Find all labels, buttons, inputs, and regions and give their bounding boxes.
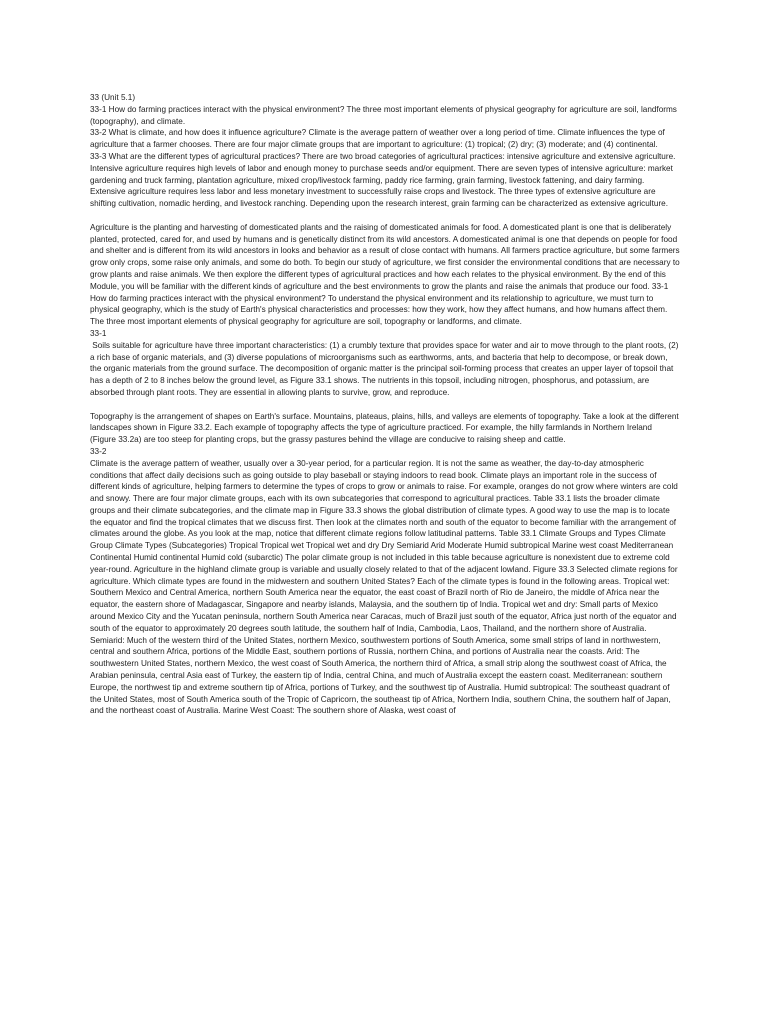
climate-paragraph: Climate is the average pattern of weather, usually over a 30-year period, for a particular region. It is not the same as weather, the day-to-day atmospheric conditions that affect daily decisions such as going outside to play baseball or staying indoors to read book. Climate plays an important role in the success of different kinds of agriculture, helping farmers to determine the types of crops to grow or animals to raise. For example, oranges do not grow where winters are cold and snowy. There are four major climate groups, each with its own subcategories that correspond to agricultural practices. Table 33.1 lists the broader climate groups and their climate subcategories, and the climate map in Figure 33.3 shows the global distribution of climate types. A good way to use the map is to locate the equator and find the tropical climates that we discuss first. Then look at the climates north and south of the equator to become familiar with the arrangement of climates around the globe. As you look at the map, notice that different climate regions follow latitudinal patterns. Table 33.1 Climate Groups and Types Climate Group Climate Types (Subcategories) Tropical Tropical wet Tropical wet and dry Dry Semiarid Arid Moderate Humid subtropical Marine west coast Mediterranean Continental Humid continental Humid cold (subarctic) The polar climate group is not included in this table because agriculture is nonexistent due to extreme cold year-round. Agriculture in the highland climate group is variable and usually closely related to that of the adjacent lowland. Figure 33.3 Selected climate regions for agriculture. Which climate types are found in the midwestern and southern United States? Each of the climate types is found in the following areas. Tropical wet: Southern Mexico and Central America, northern South America near the equator, the east coast of Brazil north of Rio de Janeiro, the middle of Africa near the equator, the eastern shore of Madagascar, Singapore and nearby islands, Malaysia, and the southern tip of India. Tropical wet and dry: Small parts of Mexico around Mexico City and the Yucatan peninsula, northern South America near Caracas, much of Brazil just south of the equator, Africa just north of the equator and south of the equator to approximately 20 degrees south latitude, the southern half of India, Cambodia, Laos, Thailand, and the northern shore of Australia. Semiarid: Much of the western third of the United States, northern Mexico, southwestern portions of South America, some small strips of land in northwestern, central and southern Africa, portions of the Middle East, southern portions of Russia, northern China, and portions of Australia near the coasts. Arid: The southwestern United States, northern Mexico, the west coast of South America, the northern third of Africa, a small strip along the southwest coast of Africa, the Arabian peninsula, central Asia east of Turkey, the eastern tip of India, central China, and much of Australia except the eastern coast. Mediterranean: southern Europe, the northwest tip and extreme southern tip of Africa, portions of Turkey, and the southwest tip of Australia. Humid subtropical: The southeast quadrant of the United States, most of South America south of the Tropic of Capricorn, the southeast tip of Africa, Northern India, southern China, the southern half of Japan, and the northeast coast of Australia. Marine West Coast: The southern shore of Alaska, west coast of bbox=[90, 458, 681, 716]
unit-heading: 33 (Unit 5.1) bbox=[90, 93, 136, 102]
paragraph-spacer bbox=[90, 399, 680, 411]
topography-paragraph: Topography is the arrangement of shapes on Earth's surface. Mountains, plateaus, plains, hills, and valleys are elements of topography. Take a look at the different landscapes shown in Figure 33.2. Each example of topography affects the type of agriculture practiced. For example, the hilly farmlands in Northern Ireland (Figure 33.2a) are too steep for planting crops, but the grassy pastures behind the village are conducive to raising sheep and cattle. bbox=[90, 411, 681, 445]
agriculture-paragraph: Agriculture is the planting and harvesting of domesticated plants and the raising of domesticated animals for food. A domesticated plant is one that is deliberately planted, protected, cared for, and used by humans and is genetically distinct from its wild ancestors. A domesticated animal is one that depends on people for food and shelter and is different from its wild ancestors in looks and behavior as a result of close contact with humans. All farmers practice agriculture, but some farmers grow only crops, some raise only animals, and some do both. To begin our study of agriculture, we first consider the environmental conditions that are necessary to grow plants and raise animals. We then explore the different types of agricultural practices and how each relates to the physical environment. By the end of this Module, you will be familiar with the different kinds of agriculture and the best environments to grow the plants and raise the animals that produce our food. 33-1 How do farming practices interact with the physical environment? To understand the physical environment and its relationship to agriculture, we must turn to physical geography, which is the study of Earth's physical characteristics and processes: how they work, how they affect humans, and how humans affect them. The three most important elements of physical geography for agriculture are soil, topography or landforms, and climate. bbox=[90, 222, 682, 327]
section-label-33-1: 33-1 bbox=[90, 328, 107, 338]
document-page bbox=[90, 92, 680, 717]
soils-paragraph: Soils suitable for agriculture have three important characteristics: (1) a crumbly texture that provides space for water and air to move through to the plant roots, (2) a rich base of organic materials, and (3) diverse populations of microorganisms such as earthworms, ants, and bacteria that help to decompose, or break down, the organic materials from the ground surface. The decomposition of organic matter is the principal soil-forming process that creates an upper layer of topsoil that has a depth of 2 to 8 inches below the ground level, as Figure 33.1 shows. The nutrients in this topsoil, including nitrogen, phosphorus, and potassium, are absorbed through plant roots. They are essential in allowing plants to survive, grow, and reproduce. bbox=[90, 340, 681, 397]
intro-question-33-3: 33-3 What are the different types of agricultural practices? There are two broad categories of agricultural practices: intensive agriculture and extensive agriculture. Intensive agriculture requires high levels of labor and enough money to purchase seeds and/or equipment. There are seven types of intensive agriculture: market gardening and truck farming, plantation agriculture, mixed crop/livestock farming, paddy rice farming, grain farming, livestock fattening, and dairy farming. Extensive agriculture requires less labor and less monetary investment to successfully raise crops and livestock. The three types of extensive agriculture are shifting cultivation, nomadic herding, and livestock ranching. Depending upon the research interest, grain farming can be characterized as extensive agriculture. bbox=[90, 151, 678, 209]
intro-question-33-2: 33-2 What is climate, and how does it influence agriculture? Climate is the average pattern of weather over a long period of time. Climate influences the type of agriculture that a farmer chooses. There are four major climate groups that are important to agriculture: (1) tropical; (2) dry; (3) moderate; and (4) continental. bbox=[90, 128, 668, 150]
paragraph-spacer bbox=[90, 210, 680, 222]
intro-question-33-1: 33-1 How do farming practices interact with the physical environment? The three most important elements of physical geography for agriculture are soil, landforms (topography), and climate. bbox=[90, 104, 680, 126]
section-label-33-2: 33-2 bbox=[90, 446, 107, 456]
